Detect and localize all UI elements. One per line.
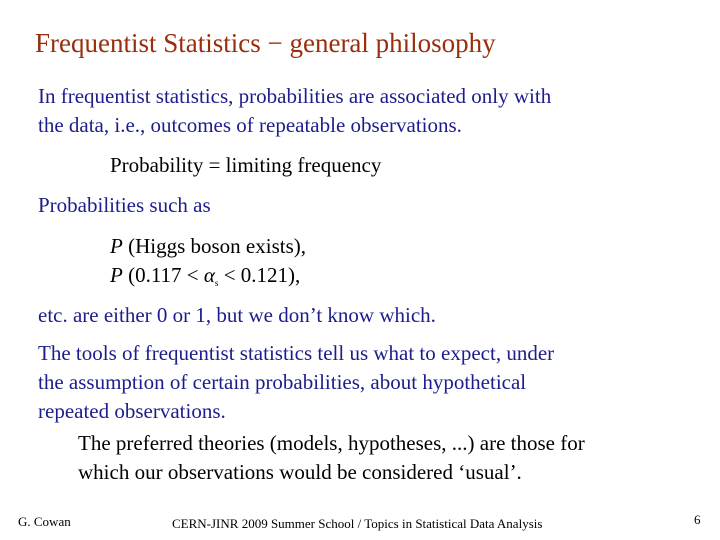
preferred-line-1: The preferred theories (models, hypotheses, ...) are those for [78,431,585,455]
preferred-line-2: which our observations would be considered ‘usual’. [78,460,522,484]
example-higgs-text: (Higgs boson exists), [122,234,306,258]
example-alpha-post: < 0.121), [218,263,301,287]
example-higgs [110,234,306,259]
tools-line-2: the assumption of certain probabilities, about hypothetical [38,370,527,394]
conclusion-text: etc. are either 0 or 1, but we don’t know which. [38,303,436,327]
alpha-symbol: α [203,263,215,287]
alpha-subscript: s [214,278,219,288]
footer-page-number: 6 [694,512,701,527]
example-alpha-pre: (0.117 < [122,263,204,287]
intro-line-1: In frequentist statistics, probabilities are associated only with [38,84,552,108]
footer-author: G. Cowan [18,514,71,529]
example-higgs-p: P [110,234,123,258]
example-alpha-s [110,263,300,288]
footer-course: CERN-JINR 2009 Summer School / Topics in Statistical Data Analysis [172,516,543,531]
probabilities-such-as: Probabilities such as [38,193,211,217]
example-alpha-p: P [110,263,123,287]
tools-line-1: The tools of frequentist statistics tell us what to expect, under [38,341,555,365]
intro-line-2: the data, i.e., outcomes of repeatable observations. [38,113,462,137]
tools-line-3: repeated observations. [38,399,226,423]
slide-title: Frequentist Statistics − general philosophy [35,28,496,58]
definition-text: Probability = limiting frequency [110,153,382,177]
